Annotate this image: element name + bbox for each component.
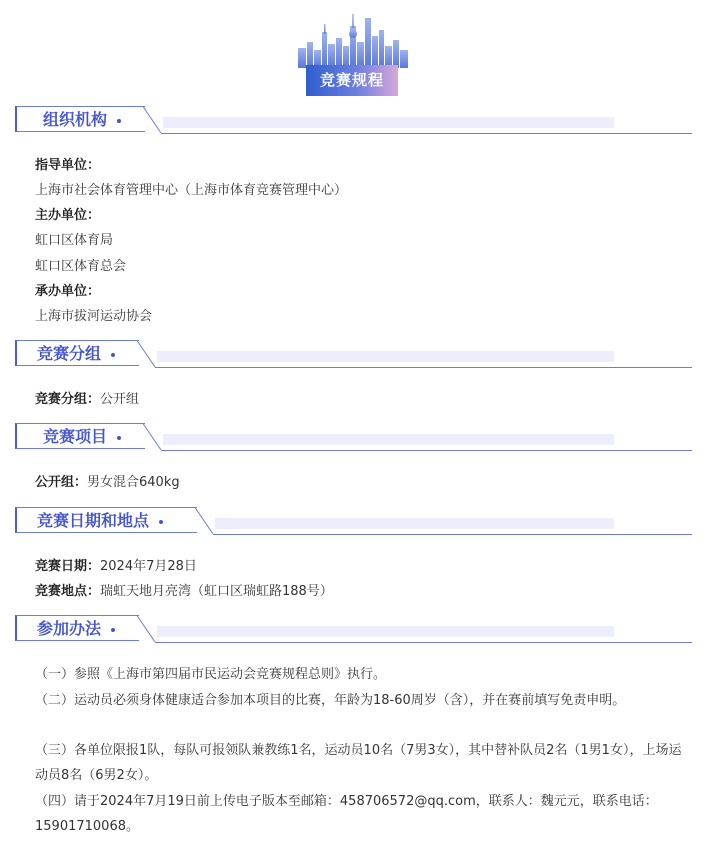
page-title: 竞赛规程: [306, 65, 398, 96]
section-header-event: [15, 423, 692, 453]
section-title: 竞赛项目: [43, 427, 108, 446]
section-tab: [15, 507, 197, 533]
section-bar: [157, 626, 614, 637]
header-banner: [294, 12, 412, 98]
tab-slant-icon: [195, 507, 215, 535]
section-title: 竞赛分组: [37, 344, 102, 363]
method-item-3: （三）各单位限报1队，每队可报领队兼教练1名，运动员10名（7男3女），其中替补队员2名（1男1女），上场运动员8名（6男2女）。: [35, 743, 682, 783]
section-tab: [15, 340, 139, 366]
dot-icon: [159, 520, 163, 524]
section-underline: [161, 133, 692, 134]
organizer-value: 上海市拔河运动协会: [35, 309, 153, 324]
group-row: 竞赛分组：公开组: [35, 392, 140, 407]
event-row: 公开组：男女混合640kg: [35, 475, 180, 490]
section-bar: [157, 351, 614, 362]
section-bar: [215, 518, 614, 529]
dot-icon: [111, 628, 115, 632]
section-header-group: [15, 340, 692, 370]
section-tab: [15, 615, 139, 641]
method-item-2: （二）运动员必须身体健康适合参加本项目的比赛，年龄为18-60周岁（含），并在赛前填写免责申明。: [35, 693, 626, 708]
guide-label: 指导单位：: [35, 158, 101, 173]
section-bar: [163, 434, 614, 445]
host-label: 主办单位：: [35, 208, 101, 223]
section-title: 组织机构: [43, 110, 108, 129]
tab-slant-icon: [137, 340, 157, 368]
section-underline: [155, 367, 692, 368]
section-header-method: [15, 615, 692, 645]
section-tab: [15, 106, 145, 132]
section-header-datetime: [15, 507, 692, 537]
date-row: 竞赛日期：2024年7月28日: [35, 559, 197, 574]
dot-icon: [117, 436, 121, 440]
city-skyline-icon: [294, 12, 412, 68]
section-tab: [15, 423, 145, 449]
tab-slant-icon: [137, 615, 157, 643]
section-title: 竞赛日期和地点: [37, 511, 150, 530]
section-bar: [163, 117, 614, 128]
tab-slant-icon: [143, 106, 163, 134]
section-header-org: [15, 106, 692, 136]
place-row: 竞赛地点：瑞虹天地月亮湾（虹口区瑞虹路188号）: [35, 584, 333, 599]
section-underline: [161, 450, 692, 451]
section-underline: [213, 534, 692, 535]
organizer-label: 承办单位：: [35, 284, 101, 299]
dot-icon: [117, 119, 121, 123]
section-underline: [155, 642, 692, 643]
method-item-1: （一）参照《上海市第四届市民运动会竞赛规程总则》执行。: [35, 667, 387, 682]
host-value: 虹口区体育局: [35, 233, 114, 248]
tab-slant-icon: [143, 423, 163, 451]
dot-icon: [111, 353, 115, 357]
section-title: 参加办法: [37, 619, 102, 638]
guide-value: 上海市社会体育管理中心（上海市体育竞赛管理中心）: [35, 183, 348, 198]
host-value: 虹口区体育总会: [35, 259, 127, 274]
method-item-4: （四）请于2024年7月19日前上传电子版本至邮箱：458706572@qq.com，联系人：魏元元，联系电话：15901710068。: [35, 794, 658, 834]
